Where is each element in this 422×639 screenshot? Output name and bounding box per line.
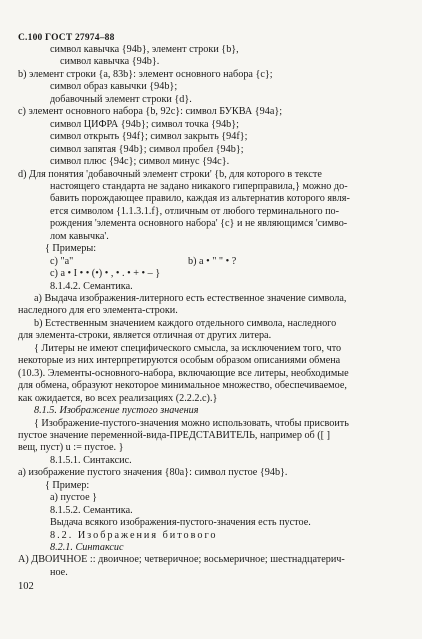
text-line: для элемента-строки, является отличная от других литера.: [18, 330, 272, 342]
text-line: символ открыть {94f}; символ закрыть {94f};: [50, 131, 248, 143]
text-line: символ запятая {94b}; символ пробел {94b};: [50, 143, 244, 155]
text-line: { Литеры не имеют специфического смысла, за исключением того, что: [34, 342, 342, 354]
text-line: ное.: [50, 566, 68, 578]
page-header: С.100 ГОСТ 27974–88: [18, 33, 115, 43]
text-line: c) элемент основного набора {b, 92c}: символ БУКВА {94a};: [18, 106, 283, 118]
text-line: лом кавычка'.: [50, 230, 109, 242]
text-line: { Примеры:: [45, 243, 97, 255]
text-line: b) Естественным значением каждого отдельного символа, наследного: [34, 317, 337, 329]
text-line: (10.3). Элементы-основного-набора, включающие все литеры, необходимые: [18, 367, 349, 379]
text-line: символ кавычка {94b}.: [60, 56, 160, 68]
text-line: c) "a": [50, 255, 74, 267]
text-line: наследного для его элемента-строки.: [18, 305, 178, 317]
text-line: A) ДВОИЧНОЕ :: двоичное; четверичное; восьмеричное; шестнадцатерич-: [18, 554, 345, 566]
text-line: d) Для понятия 'добавочный элемент строки' {b, для которого в тексте: [18, 168, 322, 180]
section-heading: 8.2. Изображения битового: [50, 529, 218, 541]
text-line: a) пустое }: [50, 492, 98, 504]
text-line: символ образ кавычки {94b};: [50, 81, 178, 93]
section-heading: 8.1.5. Изображение пустого значения: [34, 405, 199, 417]
text-line: для обмена, образуют некоторое минимальное множество, обеспечиваемое,: [18, 380, 347, 392]
text-line: настоящего стандарта не задано никакого гиперправила,} можно до-: [50, 180, 348, 192]
text-line: пустое значение переменной-вида-ПРЕДСТАВИТЕЛЬ, например об ([ ]: [18, 429, 331, 441]
text-line: a) изображение пустого значения {80a}: символ пустое {94b}.: [18, 467, 288, 479]
text-line: некоторые из них интерпретируются особым образом описаниями обмена: [18, 355, 341, 367]
text-line: как ожидается, во всех реализациях (2.2.2.c).}: [18, 392, 218, 404]
page-number: 102: [18, 581, 34, 593]
text-line: 8.1.5.1. Синтаксис.: [50, 454, 132, 466]
text-line: c) a • I • • (•) • , • . • + • – }: [50, 268, 161, 280]
text-line: бавить порождающее правило, каждая из альтернатив которого явля-: [50, 193, 350, 205]
text-line: символ ЦИФРА {94b}; символ точка {94b};: [50, 118, 239, 130]
text-line: { Изображение-пустого-значения можно использовать, чтобы присвоить: [34, 417, 349, 429]
text-line: добавочный элемент строки {d}.: [50, 93, 192, 105]
text-line: Выдача всякого изображения-пустого-значения есть пустое.: [50, 517, 311, 529]
text-line: { Пример:: [45, 479, 90, 491]
text-line: символ плюс {94c}; символ минус {94c}.: [50, 156, 230, 168]
text-line: b) a • " " • ?: [188, 255, 237, 267]
text-line: a) Выдача изображения-литерного есть естественное значение символа,: [34, 293, 347, 304]
text-line: рождения 'элемента основного набора' {c} и не являющимся 'симво-: [50, 218, 348, 230]
text-line: ется символом {1.1.3.1.f}, отличным от любого терминального по-: [50, 205, 340, 217]
text-line: 8.1.5.2. Семантика.: [50, 504, 133, 516]
text-line: вещ, пуст) u := пустое. }: [18, 442, 124, 454]
section-heading: 8.2.1. Синтаксис: [50, 542, 124, 553]
text-line: символ кавычка {94b}, элемент строки {b},: [50, 44, 239, 55]
text-line: 8.1.4.2. Семантика.: [50, 280, 133, 292]
text-line: b) элемент строки {a, 83b}: элемент основного набора {c};: [18, 68, 273, 80]
